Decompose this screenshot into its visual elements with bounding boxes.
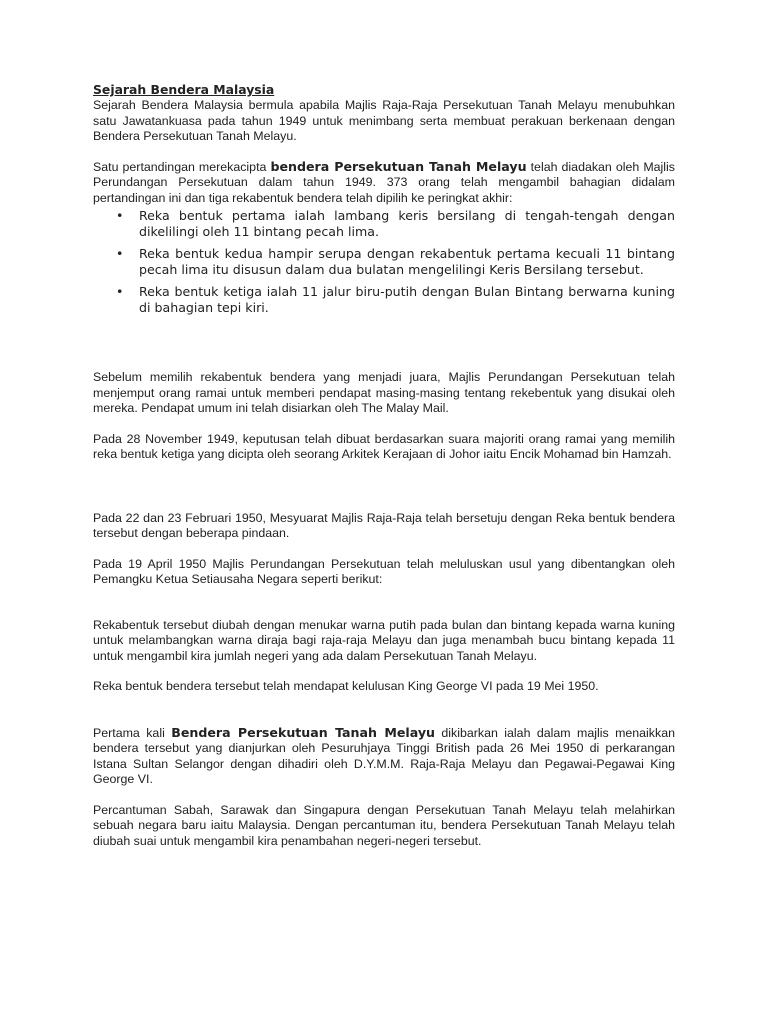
list-item <box>93 246 675 278</box>
bullet-icon: • <box>116 246 124 261</box>
paragraph-first-hoisting <box>93 725 675 788</box>
document-title: Sejarah Bendera Malaysia <box>93 82 275 97</box>
bullet-icon: • <box>116 284 124 299</box>
list-item-text: Reka bentuk kedua hampir serupa dengan rekabentuk pertama kecuali 11 bintang pecah lima itu disusun dalam dua bulatan mengelilingi Keris Bersilang tersebut. <box>139 246 675 277</box>
bold-flag-name: Bendera Persekutuan Tanah Melayu <box>171 724 435 740</box>
paragraph-competition-text-end: telah diadakan oleh Majlis Perundangan Persekutuan dalam tahun 1949. 373 orang telah mengambil bahagian didalam pertandingan ini dan tiga rekabentuk bendera telah dipilih ke peringkat akhir: <box>93 159 675 205</box>
paragraph-competition-text-start: Satu pertandingan merekacipta <box>93 159 271 174</box>
paragraph-competition <box>93 159 675 207</box>
paragraph-council-approval: Pada 19 April 1950 Majlis Perundangan Persekutuan telah meluluskan usul yang dibentangkan oleh Pemangku Ketua Setiausaha Negara seperti berikut: <box>93 556 675 586</box>
bold-flag-name: bendera Persekutuan Tanah Melayu <box>270 158 527 174</box>
design-list <box>93 208 675 316</box>
paragraph-royal-approval: Reka bentuk bendera tersebut telah mendapat kelulusan King George VI pada 19 Mei 1950. <box>93 679 599 693</box>
paragraph-decision: Pada 28 November 1949, keputusan telah dibuat berdasarkan suara majoriti orang ramai yang memilih reka bentuk ketiga yang dicipta oleh seorang Arkitek Kerajaan di Johor iaitu Encik Mohamad bin Hamzah. <box>93 431 675 461</box>
paragraph-malaysia-formation: Percantuman Sabah, Sarawak dan Singapura dengan Persekutuan Tanah Melayu telah melahirkan sebuah negara baru iaitu Malaysia. Dengan percantuman itu, bendera Persekutuan Tanah Melayu telah diubah suai untuk mengambil kira penambahan negeri-negeri tersebut. <box>93 802 675 848</box>
paragraph-first-hoisting-text-end: dikibarkan ialah dalam majlis menaikkan bendera tersebut yang dianjurkan oleh Pesuruhjaya Tinggi British pada 26 Mei 1950 di perkarangan Istana Sultan Selangor dengan dihadiri oleh D.Y.M.M. Raja-Raja Melayu dan Pegawai-Pegawai King George VI. <box>93 725 675 786</box>
paragraph-first-hoisting-text-start: Pertama kali <box>93 725 172 740</box>
list-item-text: Reka bentuk pertama ialah lambang keris bersilang di tengah-tengah dengan dikelilingi oleh 11 bintang pecah lima. <box>139 208 675 239</box>
paragraph-rulers-meeting: Pada 22 dan 23 Februari 1950, Mesyuarat Majlis Raja-Raja telah bersetuju dengan Reka bentuk bendera tersebut dengan beberapa pindaan. <box>93 510 675 540</box>
paragraph-intro: Sejarah Bendera Malaysia bermula apabila Majlis Raja-Raja Persekutuan Tanah Melayu menubuhkan satu Jawatankuasa pada tahun 1949 untuk menimbang serta membuat perakuan berkenaan dengan Bendera Persekutuan Tanah Melayu. <box>93 98 675 143</box>
list-item <box>93 208 675 240</box>
paragraph-design-change: Rekabentuk tersebut diubah dengan menukar warna putih pada bulan dan bintang kepada warna kuning untuk melambangkan warna diraja bagi raja-raja Melayu dan juga menambah bucu bintang kepada 11 untuk mengambil kira jumlah negeri yang ada dalam Persekutuan Tanah Melayu. <box>93 617 675 663</box>
document-page <box>93 82 675 849</box>
paragraph-public-opinion: Sebelum memilih rekabentuk bendera yang menjadi juara, Majlis Perundangan Persekutuan telah menjemput orang ramai untuk memberi pendapat masing-masing tentang rekebentuk yang disukai oleh mereka. Pendapat umum ini telah disiarkan oleh The Malay Mail. <box>93 370 675 415</box>
bullet-icon: • <box>116 208 124 223</box>
list-item <box>93 284 675 316</box>
list-item-text: Reka bentuk ketiga ialah 11 jalur biru-putih dengan Bulan Bintang berwarna kuning di bahagian tepi kiri. <box>139 284 675 315</box>
